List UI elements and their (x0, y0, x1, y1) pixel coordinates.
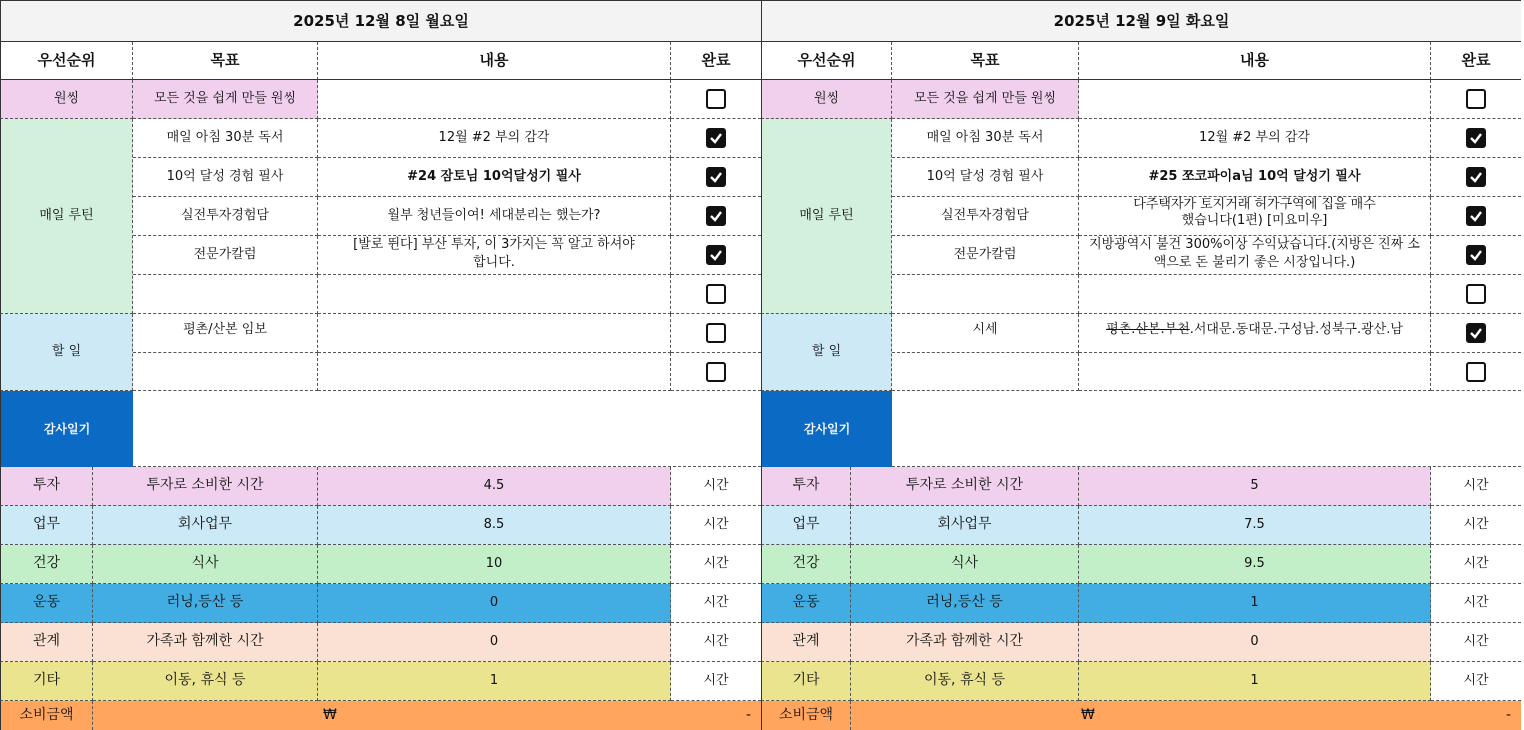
category-todo: 할 일 (761, 314, 892, 391)
checkbox-checked[interactable] (706, 206, 726, 226)
stat-value[interactable]: 4.5 (318, 467, 671, 506)
goal-cell (133, 353, 318, 391)
checkbox-checked[interactable] (1466, 323, 1486, 343)
header-content: 내용 (318, 42, 671, 80)
header-content: 내용 (1079, 42, 1431, 80)
stat-value[interactable]: 8.5 (318, 506, 671, 545)
done-cell (671, 158, 761, 197)
date-title: 2025년 12월 9일 화요일 (761, 0, 1521, 42)
done-cell (1431, 158, 1521, 197)
spend-value: - (1505, 706, 1511, 723)
done-cell (1431, 80, 1521, 119)
content-cell[interactable]: 12월 #2 부의 감각 (1079, 119, 1431, 158)
category-routine: 매일 루틴 (0, 119, 133, 314)
stat-unit: 시간 (671, 584, 761, 623)
category-gratitude: 감사일기 (0, 391, 133, 467)
header-goal: 목표 (133, 42, 318, 80)
stat-unit: 시간 (671, 506, 761, 545)
stat-category: 건강 (0, 545, 93, 584)
goal-cell: 실전투자경험담 (133, 197, 318, 236)
content-cell[interactable] (318, 353, 671, 391)
done-cell (1431, 353, 1521, 391)
stat-value[interactable]: 0 (318, 623, 671, 662)
stat-value[interactable]: 9.5 (1079, 545, 1431, 584)
stat-unit: 시간 (1431, 662, 1521, 701)
stat-desc: 식사 (93, 545, 318, 584)
header-goal: 목표 (892, 42, 1079, 80)
stat-unit: 시간 (1431, 506, 1521, 545)
category-gratitude: 감사일기 (761, 391, 892, 467)
checkbox-unchecked[interactable] (706, 284, 726, 304)
category-todo: 할 일 (0, 314, 133, 391)
stat-value[interactable]: 5 (1079, 467, 1431, 506)
stat-value[interactable]: 0 (1079, 623, 1431, 662)
goal-cell: 10억 달성 경험 필사 (133, 158, 318, 197)
done-cell (671, 353, 761, 391)
content-cell[interactable] (1079, 275, 1431, 314)
stat-value[interactable]: 7.5 (1079, 506, 1431, 545)
goal-cell: 실전투자경험담 (892, 197, 1079, 236)
content-cell[interactable]: #25 쪼코파이a님 10억 달성기 필사 (1079, 158, 1431, 197)
content-cell[interactable]: #24 잠토님 10억달성기 필사 (318, 158, 671, 197)
done-cell (1431, 314, 1521, 353)
category-routine: 매일 루틴 (761, 119, 892, 314)
content-cell[interactable] (1079, 314, 1431, 353)
category-winning: 원씽 (0, 80, 133, 119)
goal-cell (133, 275, 318, 314)
stat-unit: 시간 (671, 662, 761, 701)
stat-desc: 가족과 함께한 시간 (93, 623, 318, 662)
day-panel-tuesday (761, 0, 1521, 730)
gratitude-input[interactable] (133, 391, 761, 467)
spend-amount[interactable] (93, 701, 761, 730)
spend-amount[interactable] (851, 701, 1521, 730)
stat-desc: 이동, 휴식 등 (93, 662, 318, 701)
spend-value: - (745, 706, 751, 723)
stat-desc: 회사업무 (851, 506, 1079, 545)
stat-unit: 시간 (671, 545, 761, 584)
goal-winning: 모든 것을 쉽게 만들 원씽 (133, 80, 318, 119)
goal-cell: 매일 아침 30분 독서 (133, 119, 318, 158)
stat-category: 기타 (761, 662, 851, 701)
checkbox-checked[interactable] (706, 167, 726, 187)
done-cell (671, 275, 761, 314)
stat-category: 관계 (0, 623, 93, 662)
stat-category: 기타 (0, 662, 93, 701)
goal-cell: 평촌/산본 임보 (133, 314, 318, 353)
done-cell (671, 80, 761, 119)
content-cell[interactable]: 월부 청년들이여! 세대분리는 했는가? (318, 197, 671, 236)
stat-unit: 시간 (671, 467, 761, 506)
content-cell[interactable]: 지방광역시 불건 300%이상 수익났습니다.(지방은 진짜 소액으로 돈 불리기 좋은 시장입니다.) (1079, 236, 1431, 275)
stat-desc: 러닝,등산 등 (93, 584, 318, 623)
checkbox-checked[interactable] (1466, 245, 1486, 265)
stat-category: 관계 (761, 623, 851, 662)
goal-cell: 전문가칼럼 (133, 236, 318, 275)
checkbox-unchecked[interactable] (1466, 89, 1486, 109)
stat-category: 투자 (0, 467, 93, 506)
stat-desc: 러닝,등산 등 (851, 584, 1079, 623)
stat-desc: 이동, 휴식 등 (851, 662, 1079, 701)
stat-desc: 회사업무 (93, 506, 318, 545)
stat-unit: 시간 (1431, 467, 1521, 506)
content-winning[interactable] (1079, 80, 1431, 119)
stat-unit: 시간 (1431, 584, 1521, 623)
done-cell (671, 197, 761, 236)
checkbox-checked[interactable] (706, 245, 726, 265)
currency-symbol: ₩ (323, 706, 337, 723)
checkbox-checked[interactable] (1466, 167, 1486, 187)
stat-desc: 가족과 함께한 시간 (851, 623, 1079, 662)
goal-winning: 모든 것을 쉽게 만들 원씽 (892, 80, 1079, 119)
stat-unit: 시간 (1431, 545, 1521, 584)
goal-cell (892, 275, 1079, 314)
goal-cell: 10억 달성 경험 필사 (892, 158, 1079, 197)
checkbox-unchecked[interactable] (1466, 362, 1486, 382)
done-cell (1431, 197, 1521, 236)
stat-category: 운동 (761, 584, 851, 623)
stat-value[interactable]: 0 (318, 584, 671, 623)
done-cell (671, 314, 761, 353)
goal-cell (892, 353, 1079, 391)
header-done: 완료 (671, 42, 761, 80)
stat-value[interactable]: 1 (318, 662, 671, 701)
done-cell (671, 119, 761, 158)
stat-category: 건강 (761, 545, 851, 584)
done-cell (1431, 119, 1521, 158)
done-cell (1431, 236, 1521, 275)
checkbox-checked[interactable] (706, 128, 726, 148)
checkbox-unchecked[interactable] (706, 89, 726, 109)
stat-desc: 식사 (851, 545, 1079, 584)
content-winning[interactable] (318, 80, 671, 119)
content-strike: 평촌.산본.부천 (1106, 322, 1190, 337)
stat-value[interactable]: 1 (1079, 662, 1431, 701)
goal-cell: 시세 (892, 314, 1079, 353)
stat-category: 업무 (0, 506, 93, 545)
content-cell[interactable] (1079, 353, 1431, 391)
day-panel-monday (0, 0, 761, 730)
header-priority: 우선순위 (761, 42, 892, 80)
stat-category: 투자 (761, 467, 851, 506)
stat-unit: 시간 (671, 623, 761, 662)
content-cell[interactable]: 12월 #2 부의 감각 (318, 119, 671, 158)
date-title: 2025년 12월 8일 월요일 (0, 0, 761, 42)
checkbox-unchecked[interactable] (706, 362, 726, 382)
gratitude-input[interactable] (892, 391, 1521, 467)
stat-desc: 투자로 소비한 시간 (93, 467, 318, 506)
content-cell[interactable] (318, 314, 671, 353)
stat-desc: 투자로 소비한 시간 (851, 467, 1079, 506)
content-cell[interactable]: [발로 뛴다] 부산 투자, 이 3가지는 꼭 알고 하셔야합니다. (318, 236, 671, 275)
content-cell[interactable]: 다주택자가 토지거래 허가구역에 집을 매수했습니다(1편) [미요미우] (1079, 197, 1431, 236)
goal-cell: 전문가칼럼 (892, 236, 1079, 275)
checkbox-checked[interactable] (1466, 128, 1486, 148)
stat-category: 운동 (0, 584, 93, 623)
content-text: .서대문.동대문.구성남.성북구.광산.남 (1189, 322, 1403, 337)
stat-value[interactable]: 1 (1079, 584, 1431, 623)
currency-symbol: ₩ (1081, 706, 1095, 723)
category-winning: 원씽 (761, 80, 892, 119)
checkbox-unchecked[interactable] (706, 323, 726, 343)
goal-cell: 매일 아침 30분 독서 (892, 119, 1079, 158)
done-cell (1431, 275, 1521, 314)
spend-label: 소비금액 (761, 701, 851, 730)
stat-unit: 시간 (1431, 623, 1521, 662)
header-priority: 우선순위 (0, 42, 133, 80)
spend-label: 소비금액 (0, 701, 93, 730)
content-cell[interactable] (318, 275, 671, 314)
checkbox-unchecked[interactable] (1466, 284, 1486, 304)
done-cell (671, 236, 761, 275)
stat-value[interactable]: 10 (318, 545, 671, 584)
checkbox-checked[interactable] (1466, 206, 1486, 226)
stat-category: 업무 (761, 506, 851, 545)
header-done: 완료 (1431, 42, 1521, 80)
